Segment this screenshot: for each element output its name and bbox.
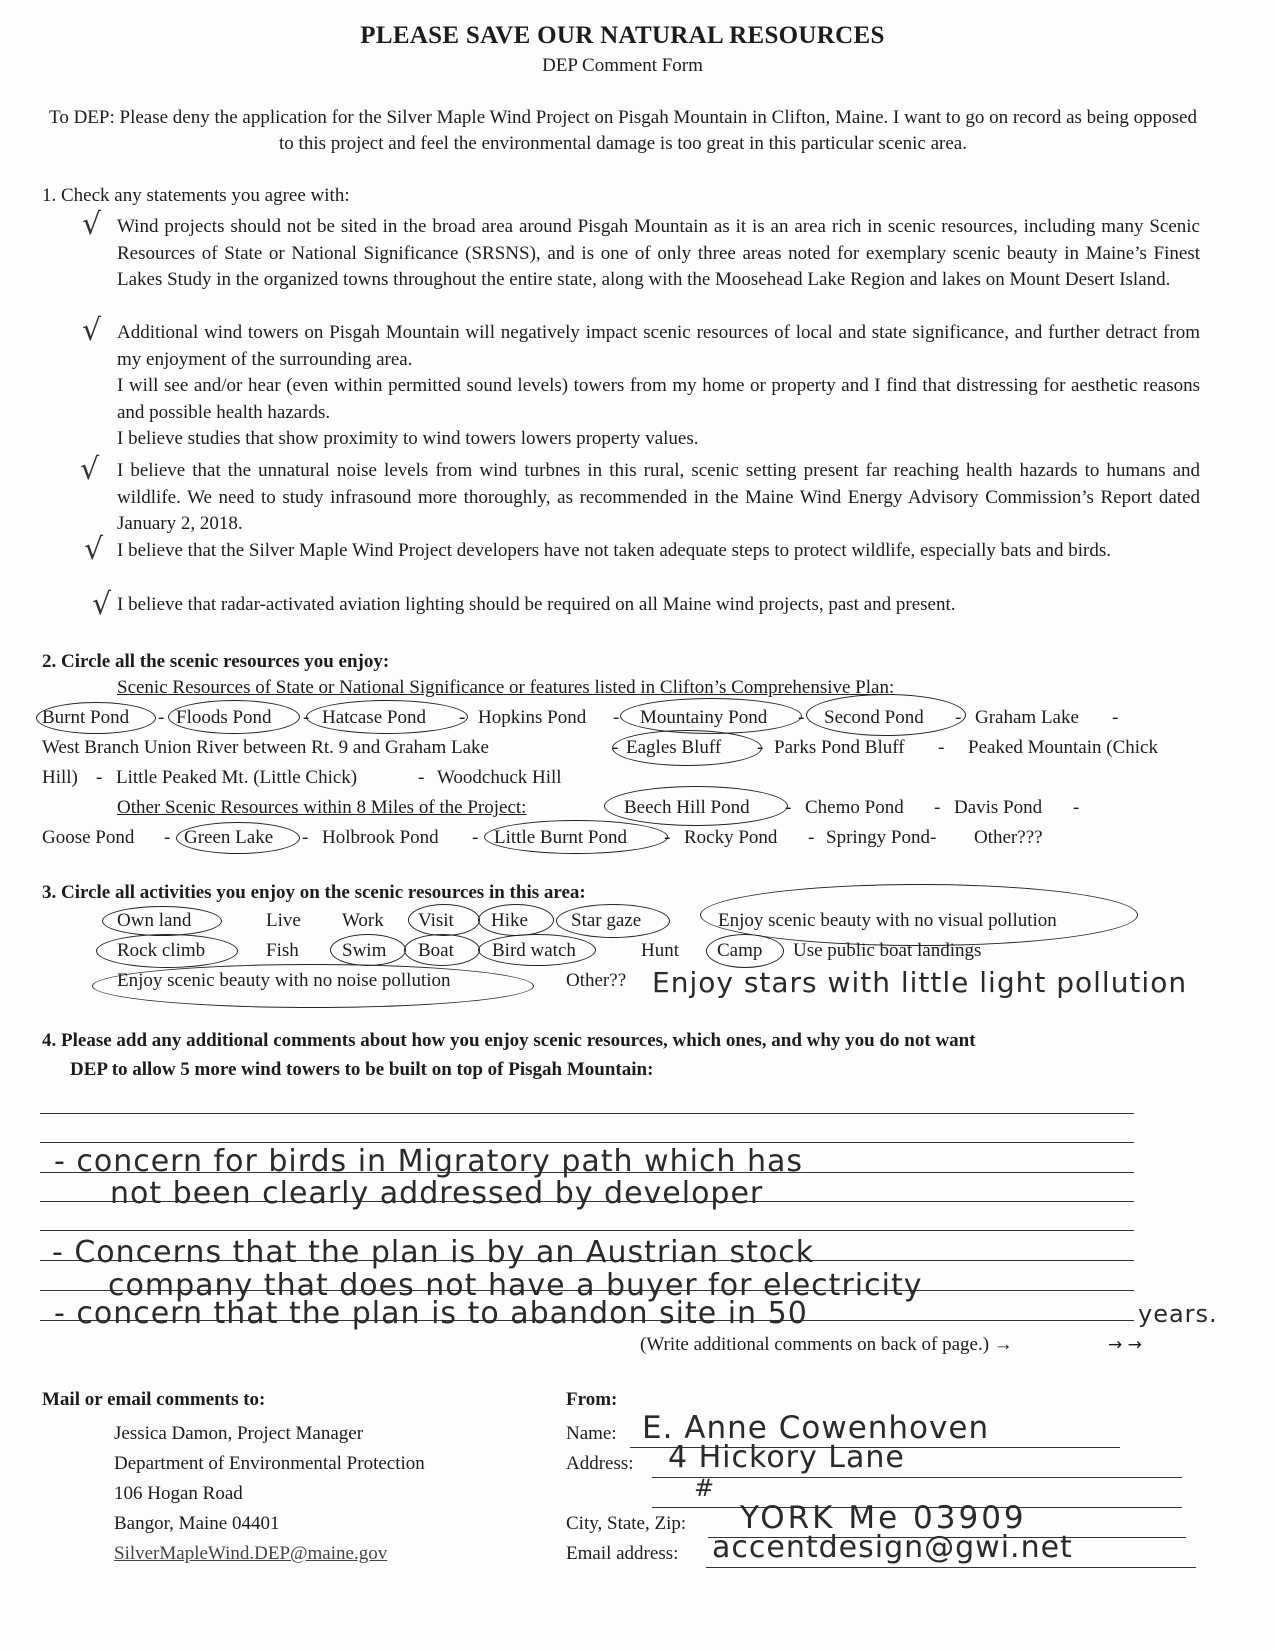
separator: - <box>955 707 962 728</box>
separator: - <box>938 737 945 758</box>
checkmark-5[interactable]: √ <box>92 587 112 622</box>
activity-star-gaze[interactable]: Star gaze <box>571 910 642 931</box>
arrow-icons: → → <box>1108 1335 1142 1355</box>
email-field[interactable]: accentdesign@gwi.net <box>712 1530 1073 1565</box>
resource-holbrook-pond[interactable]: Holbrook Pond <box>322 827 439 848</box>
q1-statement-7: I believe that radar-activated aviation lighting should be required on all Maine wind projects, past and present. <box>117 594 956 615</box>
circle-own-land <box>102 906 222 936</box>
mail-email-link[interactable]: SilverMapleWind.DEP@maine.gov <box>114 1543 388 1564</box>
q1-statement-2: Additional wind towers on Pisgah Mountain will negatively impact scenic resources of local and state significance, and further detract from my enjoyment of the surrounding area. <box>117 322 1200 370</box>
resource-springy-pond[interactable]: Springy Pond- <box>826 827 937 848</box>
separator: - <box>664 827 671 848</box>
separator: - <box>96 767 103 788</box>
resource-green-lake[interactable]: Green Lake <box>184 827 274 848</box>
circle-swim <box>330 934 406 966</box>
back-of-page-note: (Write additional comments on back of page.) → <box>640 1334 1013 1355</box>
city-label: City, State, Zip: <box>566 1513 687 1534</box>
checkmark-2[interactable]: √ <box>82 313 102 348</box>
email-underline <box>706 1567 1196 1568</box>
circle-green-lake <box>176 822 300 854</box>
circle-second-pond <box>806 694 966 736</box>
address-underline <box>652 1477 1182 1478</box>
circle-boat <box>404 934 480 966</box>
comment-line <box>40 1230 1134 1231</box>
q1-statement-4: I believe studies that show proximity to wind towers lowers property values. <box>117 428 699 449</box>
resource-other[interactable]: Other??? <box>974 827 1043 848</box>
activity-enjoy-visual[interactable]: Enjoy scenic beauty with no visual pollution <box>718 910 1057 931</box>
circle-enjoy-noise <box>92 964 534 1008</box>
separator: - <box>418 767 425 788</box>
circle-eagles-bluff <box>612 730 762 766</box>
activity-other-handwritten[interactable]: Enjoy stars with little light pollution <box>652 966 1188 999</box>
resource-west-branch[interactable]: West Branch Union River between Rt. 9 and Graham Lake <box>42 737 489 758</box>
circle-little-burnt-pond <box>484 820 671 854</box>
q3-heading: 3. Circle all activities you enjoy on the scenic resources in this area: <box>42 882 586 903</box>
name-field[interactable]: E. Anne Cowenhoven <box>642 1410 990 1446</box>
comment-line <box>40 1113 1134 1114</box>
comment-line-4[interactable]: company that does not have a buyer for electricity <box>108 1268 923 1303</box>
comment-line <box>40 1142 1134 1143</box>
mail-line-4: Bangor, Maine 04401 <box>114 1513 280 1534</box>
comment-line-1[interactable]: - concern for birds in Migratory path which has <box>54 1144 804 1179</box>
resource-mountainy-pond[interactable]: Mountainy Pond <box>640 707 768 728</box>
activity-boat-landings[interactable]: Use public boat landings <box>793 940 982 961</box>
activity-live[interactable]: Live <box>266 910 301 931</box>
activity-fish[interactable]: Fish <box>266 940 299 961</box>
comment-line-3[interactable]: - Concerns that the plan is by an Austrian stock <box>52 1235 815 1270</box>
resource-floods-pond[interactable]: Floods Pond <box>176 707 272 728</box>
activity-rock-climb[interactable]: Rock climb <box>117 940 206 961</box>
q1-statement-1: Wind projects should not be sited in the broad area around Pisgah Mountain as it is an area rich in scenic resources, including many Scenic Resources of State or National Significance (SRSNS), and is one of only three areas noted for exemplary scenic beauty in Maine’s Finest Lakes Study in the organized towns throughout the entire state, along with the Moosehead Lake Region and lakes on Mount Desert Island. <box>117 216 1200 290</box>
comment-line-2[interactable]: not been clearly addressed by developer <box>110 1176 764 1211</box>
activity-camp[interactable]: Camp <box>717 940 763 961</box>
separator: - <box>459 707 466 728</box>
address-field[interactable]: 4 Hickory Lane <box>668 1440 905 1475</box>
circle-visit <box>408 904 480 936</box>
separator: - <box>613 707 620 728</box>
resource-peaked-mountain-cont[interactable]: Hill) <box>42 767 78 788</box>
circle-beech-hill-pond <box>604 786 788 826</box>
circle-burnt-pond <box>36 702 156 734</box>
checkmark-1[interactable]: √ <box>82 207 102 242</box>
separator: - <box>798 707 805 728</box>
separator: - <box>934 797 941 818</box>
separator: - <box>158 707 165 728</box>
activity-swim[interactable]: Swim <box>342 940 387 961</box>
activity-visit[interactable]: Visit <box>418 910 454 931</box>
checkmark-4[interactable]: √ <box>84 532 104 567</box>
separator: - <box>785 797 792 818</box>
q1-statement-6: I believe that the Silver Maple Wind Project developers have not taken adequate steps to protect wildlife, especially bats and birds. <box>117 540 1111 561</box>
activity-hike[interactable]: Hike <box>491 910 528 931</box>
q1-statement-5: I believe that the unnatural noise levels from wind turbnes in this rural, scenic setting present far reaching health hazards to humans and wildlife. We need to study infrasound more thoroughly, as recommended in the Maine Wind Energy Advisory Commission’s Report dated January 2, 2018. <box>117 460 1200 534</box>
circle-floods-pond <box>168 700 300 734</box>
form-subtitle: DEP Comment Form <box>542 55 703 76</box>
resource-rocky-pond[interactable]: Rocky Pond <box>684 827 778 848</box>
intro-paragraph: To DEP: Please deny the application for the Silver Maple Wind Project on Pisgah Mountain in Clifton, Maine. I want to go on record as being opposed to this project and feel the environmental damage is too great in this particular scenic area. <box>49 107 1197 154</box>
activity-work[interactable]: Work <box>342 910 384 931</box>
circle-star-gaze <box>556 904 670 938</box>
email-label: Email address: <box>566 1543 679 1564</box>
circle-hatcase-pond <box>306 700 468 734</box>
resource-hopkins-pond[interactable]: Hopkins Pond <box>478 707 587 728</box>
separator: - <box>757 737 764 758</box>
separator: - <box>303 707 310 728</box>
address-label: Address: <box>566 1453 634 1474</box>
checkmark-3[interactable]: √ <box>80 452 100 487</box>
activity-boat[interactable]: Boat <box>418 940 454 961</box>
mail-heading: Mail or email comments to: <box>42 1389 266 1410</box>
circle-hike <box>478 904 554 936</box>
separator: - <box>808 827 815 848</box>
separator: - <box>612 737 619 758</box>
q4-heading-line1: 4. Please add any additional comments about how you enjoy scenic resources, which ones, and why you do not want <box>42 1030 976 1051</box>
separator: - <box>164 827 171 848</box>
resource-hatcase-pond[interactable]: Hatcase Pond <box>322 707 426 728</box>
resource-goose-pond[interactable]: Goose Pond <box>42 827 135 848</box>
activity-other-label: Other?? <box>566 970 627 991</box>
mail-line-2: Department of Environmental Protection <box>114 1453 425 1474</box>
mail-line-3: 106 Hogan Road <box>114 1483 243 1504</box>
resource-parks-pond-bluff[interactable]: Parks Pond Bluff <box>774 737 905 758</box>
separator: - <box>1112 707 1119 728</box>
resource-graham-lake[interactable]: Graham Lake <box>975 707 1079 728</box>
resource-little-peaked[interactable]: Little Peaked Mt. (Little Chick) <box>116 767 358 788</box>
activity-own-land[interactable]: Own land <box>117 910 192 931</box>
resource-burnt-pond[interactable]: Burnt Pond <box>42 707 130 728</box>
comment-line-5[interactable]: - concern that the plan is to abandon site in 50 <box>54 1296 808 1331</box>
name-label: Name: <box>566 1423 617 1444</box>
mail-line-1: Jessica Damon, Project Manager <box>114 1423 364 1444</box>
circle-camp <box>706 934 784 968</box>
circle-bird-watch <box>478 934 596 966</box>
resource-chemo-pond[interactable]: Chemo Pond <box>805 797 904 818</box>
resource-second-pond[interactable]: Second Pond <box>824 707 924 728</box>
q2-subheading-srsns: Scenic Resources of State or National Significance or features listed in Clifton’s Comprehensive Plan: <box>117 677 895 698</box>
resource-woodchuck-hill[interactable]: Woodchuck Hill <box>437 767 562 788</box>
separator: - <box>1073 797 1080 818</box>
resource-peaked-mountain[interactable]: Peaked Mountain (Chick <box>968 737 1158 758</box>
resource-beech-hill-pond[interactable]: Beech Hill Pond <box>624 797 750 818</box>
activity-enjoy-noise[interactable]: Enjoy scenic beauty with no noise pollution <box>117 970 451 991</box>
city-state-zip-field[interactable]: YORK Me 03909 <box>740 1500 1027 1536</box>
q2-subheading-other: Other Scenic Resources within 8 Miles of the Project: <box>117 797 527 818</box>
q1-heading: 1. Check any statements you agree with: <box>42 185 350 206</box>
q1-statement-3: I will see and/or hear (even within permitted sound levels) towers from my home or property and I find that distressing for aesthetic reasons and possible health hazards. <box>117 375 1200 423</box>
activity-bird-watch[interactable]: Bird watch <box>492 940 576 961</box>
resource-eagles-bluff[interactable]: Eagles Bluff <box>626 737 722 758</box>
form-title: PLEASE SAVE OUR NATURAL RESOURCES <box>360 22 885 49</box>
comment-overflow[interactable]: years. <box>1138 1300 1218 1328</box>
separator: - <box>302 827 309 848</box>
q2-heading: 2. Circle all the scenic resources you enjoy: <box>42 651 390 672</box>
separator: - <box>472 827 479 848</box>
q4-heading-line2: DEP to allow 5 more wind towers to be built on top of Pisgah Mountain: <box>70 1059 654 1080</box>
address-extra[interactable]: # <box>694 1474 716 1502</box>
from-heading: From: <box>566 1389 618 1410</box>
resource-davis-pond[interactable]: Davis Pond <box>954 797 1043 818</box>
circle-mountainy-pond <box>620 698 805 734</box>
activity-hunt[interactable]: Hunt <box>641 940 679 961</box>
circle-rock-climb <box>96 934 238 968</box>
resource-little-burnt-pond[interactable]: Little Burnt Pond <box>494 827 627 848</box>
